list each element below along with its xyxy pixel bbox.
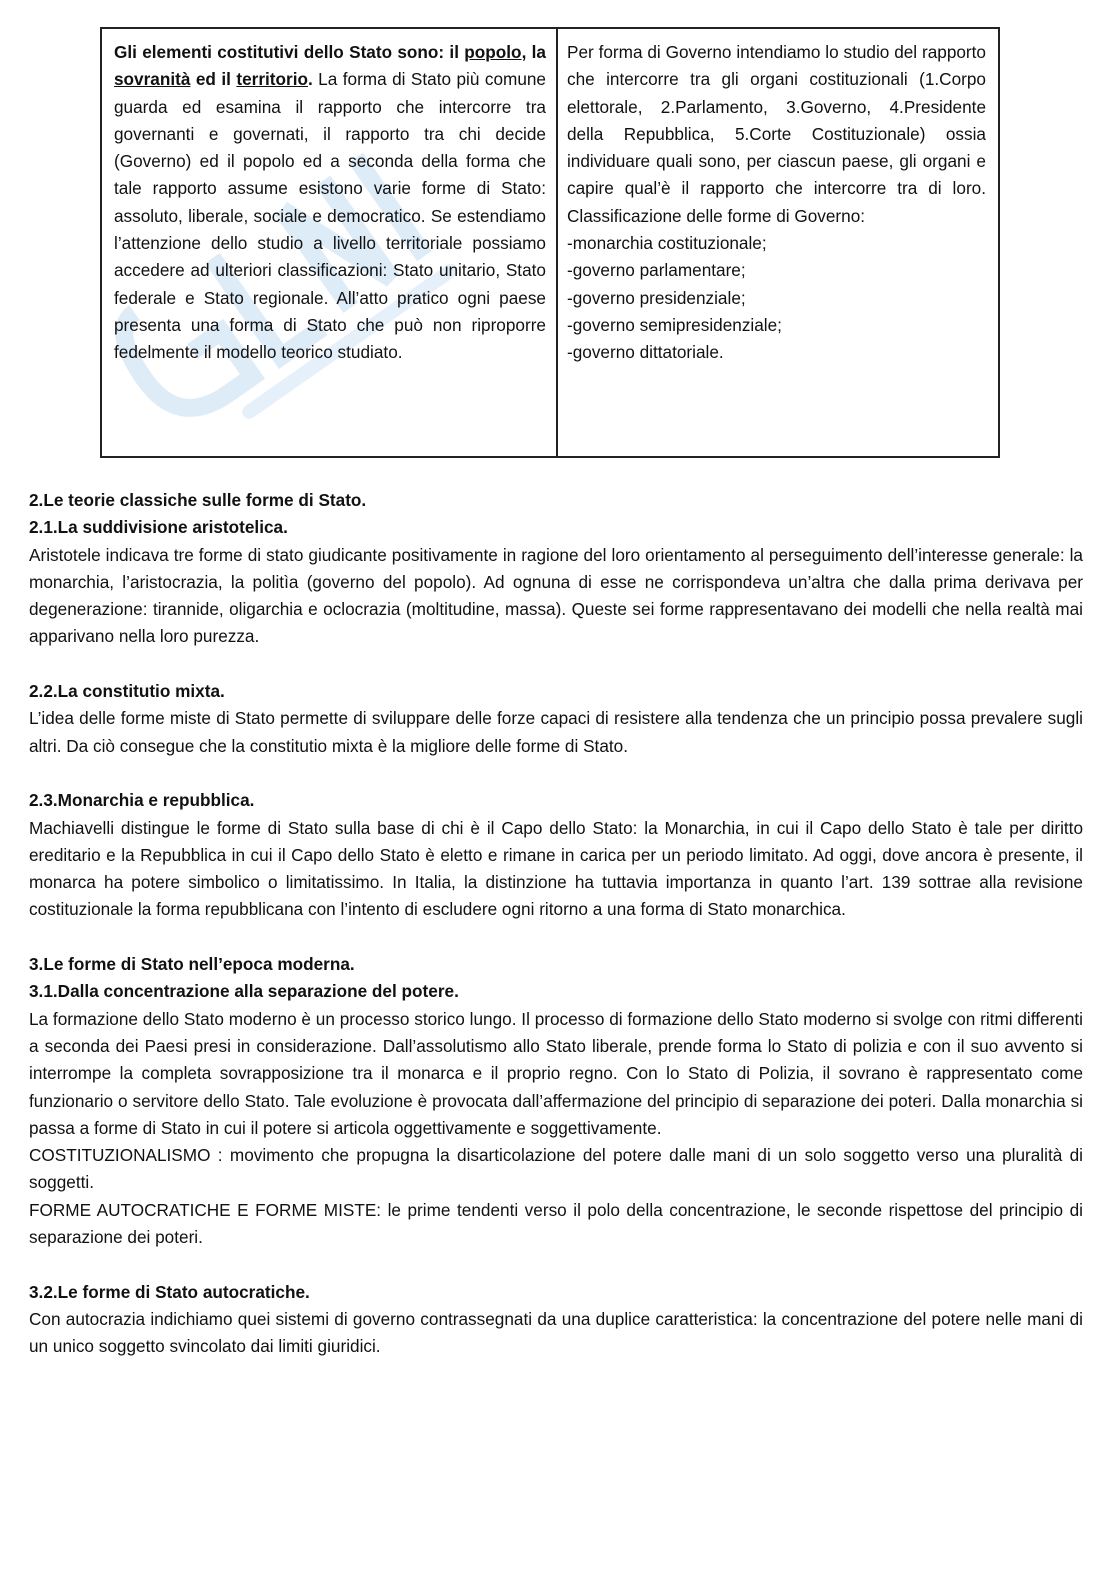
document-body xyxy=(29,487,1083,1361)
list-item: -governo parlamentare; xyxy=(566,260,746,281)
left-body: La forma di Stato più comune guarda ed esamina il rapporto che intercorre tra governanti e governati, il rapporto tra chi decide (Governo) ed il popolo ed a seconda della forma che tale rapporto assume esistono varie forme di Stato: assoluto, liberale, sociale e democratico. Se estendiamo l’attenzione dello studio a livello territoriale possiamo accedere ad ulteriori classificazioni: Stato unitario, Stato federale e Stato regionale. All’atto pratico ogni paese presenta una forma di Stato che può non riproporre fedelmente il modello teorico studiato. xyxy=(114,69,546,363)
heading-section-2-1: 2.1.La suddivisione aristotelica. xyxy=(29,517,288,538)
paragraph-aristotele: Aristotele indicava tre forme di stato giudicante positivamente in ragione del loro orientamento al perseguimento dell’interesse generale: la monarchia, l’aristocrazia, la politìa (governo del popolo). Ad ognuna di esse ne corrispondeva un’altra che dalla prima derivava per degenerazione: tirannide, oligarchia e oclocrazia (moltitudine, massa). Queste sei forme rappresentavano dei modelli che nella realtà mai apparivano nella loro purezza. xyxy=(29,544,1083,647)
heading-section-2-3: 2.3.Monarchia e repubblica. xyxy=(29,790,255,811)
dot: . xyxy=(307,69,313,90)
table-cell-forma-governo xyxy=(558,29,998,456)
paragraph-costituzionalismo: COSTITUZIONALISMO : movimento che propugna la disarticolazione del potere dalle mani di un solo soggetto verso una pluralità di soggetti. xyxy=(29,1145,1083,1193)
term-sovranita: sovranità xyxy=(114,69,191,90)
list-item: -governo dittatoriale. xyxy=(566,342,724,363)
heading-section-2: 2.Le teorie classiche sulle forme di Stato. xyxy=(29,490,367,510)
heading-section-3-2: 3.2.Le forme di Stato autocratiche. xyxy=(29,1281,310,1302)
term-popolo: popolo xyxy=(464,42,522,62)
paragraph-forme-autocratiche: FORME AUTOCRATICHE E FORME MISTE: le prime tendenti verso il polo della concentrazione, le seconde rispettose del principio di separazione dei poteri. xyxy=(29,1199,1083,1248)
heading-section-3-1: 3.1.Dalla concentrazione alla separazione del potere. xyxy=(29,981,459,1002)
right-body: Per forma di Governo intendiamo lo studio del rapporto che intercorre tra gli organi costituzionali (1.Corpo elettorale, 2.Parlamento, 3.Governo, 4.Presidente della Repubblica, 5.Corte Costituzionale) ossia individuare quali sono, per ciascun paese, gli organi e capire qual’è il rapporto che intercorre tra di loro. Classificazione delle forme di Governo: xyxy=(566,42,986,226)
heading-section-2-2: 2.2.La constitutio mixta. xyxy=(29,681,225,702)
paragraph-monarchia-repubblica: Machiavelli distingue le forme di Stato sulla base di chi è il Capo dello Stato: la Monarchia, in cui il Capo dello Stato è tale per diritto ereditario e la Repubblica in cui il Capo dello Stato è eletto e rimane in carica per un periodo limitato. Ad oggi, dove ancora è presente, il monarca ha potere simbolico o limitatissimo. In Italia, la distinzione ha tuttavia importanza in quanto l’art. 139 sottrae alla revisione costituzionale la forma repubblicana con l’intento di escludere ogni ritorno a una forma di Stato monarchica. xyxy=(29,817,1083,920)
heading-section-3: 3.Le forme di Stato nell’epoca moderna. xyxy=(29,954,355,975)
definitions-table xyxy=(100,27,1000,458)
list-item: -governo semipresidenziale; xyxy=(566,314,782,335)
comma: , la xyxy=(521,42,546,62)
term-territorio: territorio xyxy=(236,69,308,90)
paragraph-stato-moderno: La formazione dello Stato moderno è un processo storico lungo. Il processo di formazione dello Stato moderno si svolge con ritmi differenti a seconda dei Paesi presi in considerazione. Dall’assolutismo allo Stato liberale, prende forma lo Stato di polizia e con il suo avvento si interrompe la completa sovrapposizione tra il monarca e il proprio regno. Con lo Stato di Polizia, il sovrano è rappresentato come funzionario o servitore dello Stato. Tale evoluzione è provocata dall’affermazione del principio di separazione dei poteri. Dalla monarchia si passa a forme di Stato in cui il potere si articola oggettivamente e soggettivamente. xyxy=(29,1008,1083,1138)
paragraph-constitutio-mixta: L’idea delle forme miste di Stato permette di sviluppare delle forze capaci di resistere alla tendenza che un principio possa prevalere sugli altri. Da ciò consegue che la constitutio mixta è la migliore delle forme di Stato. xyxy=(29,708,1083,756)
paragraph-autocrazia: Con autocrazia indichiamo quei sistemi di governo contrassegnati da una duplice caratteristica: la concentrazione del potere nelle mani di un unico soggetto svincolato dai limiti giuridici. xyxy=(29,1308,1083,1357)
list-item: -monarchia costituzionale; xyxy=(566,233,767,254)
list-item: -governo presidenziale; xyxy=(566,287,746,308)
ed-il: ed il xyxy=(190,69,237,90)
table-cell-forma-stato xyxy=(102,29,558,456)
intro-bold: Gli elementi costitutivi dello Stato sono: il xyxy=(114,42,459,62)
